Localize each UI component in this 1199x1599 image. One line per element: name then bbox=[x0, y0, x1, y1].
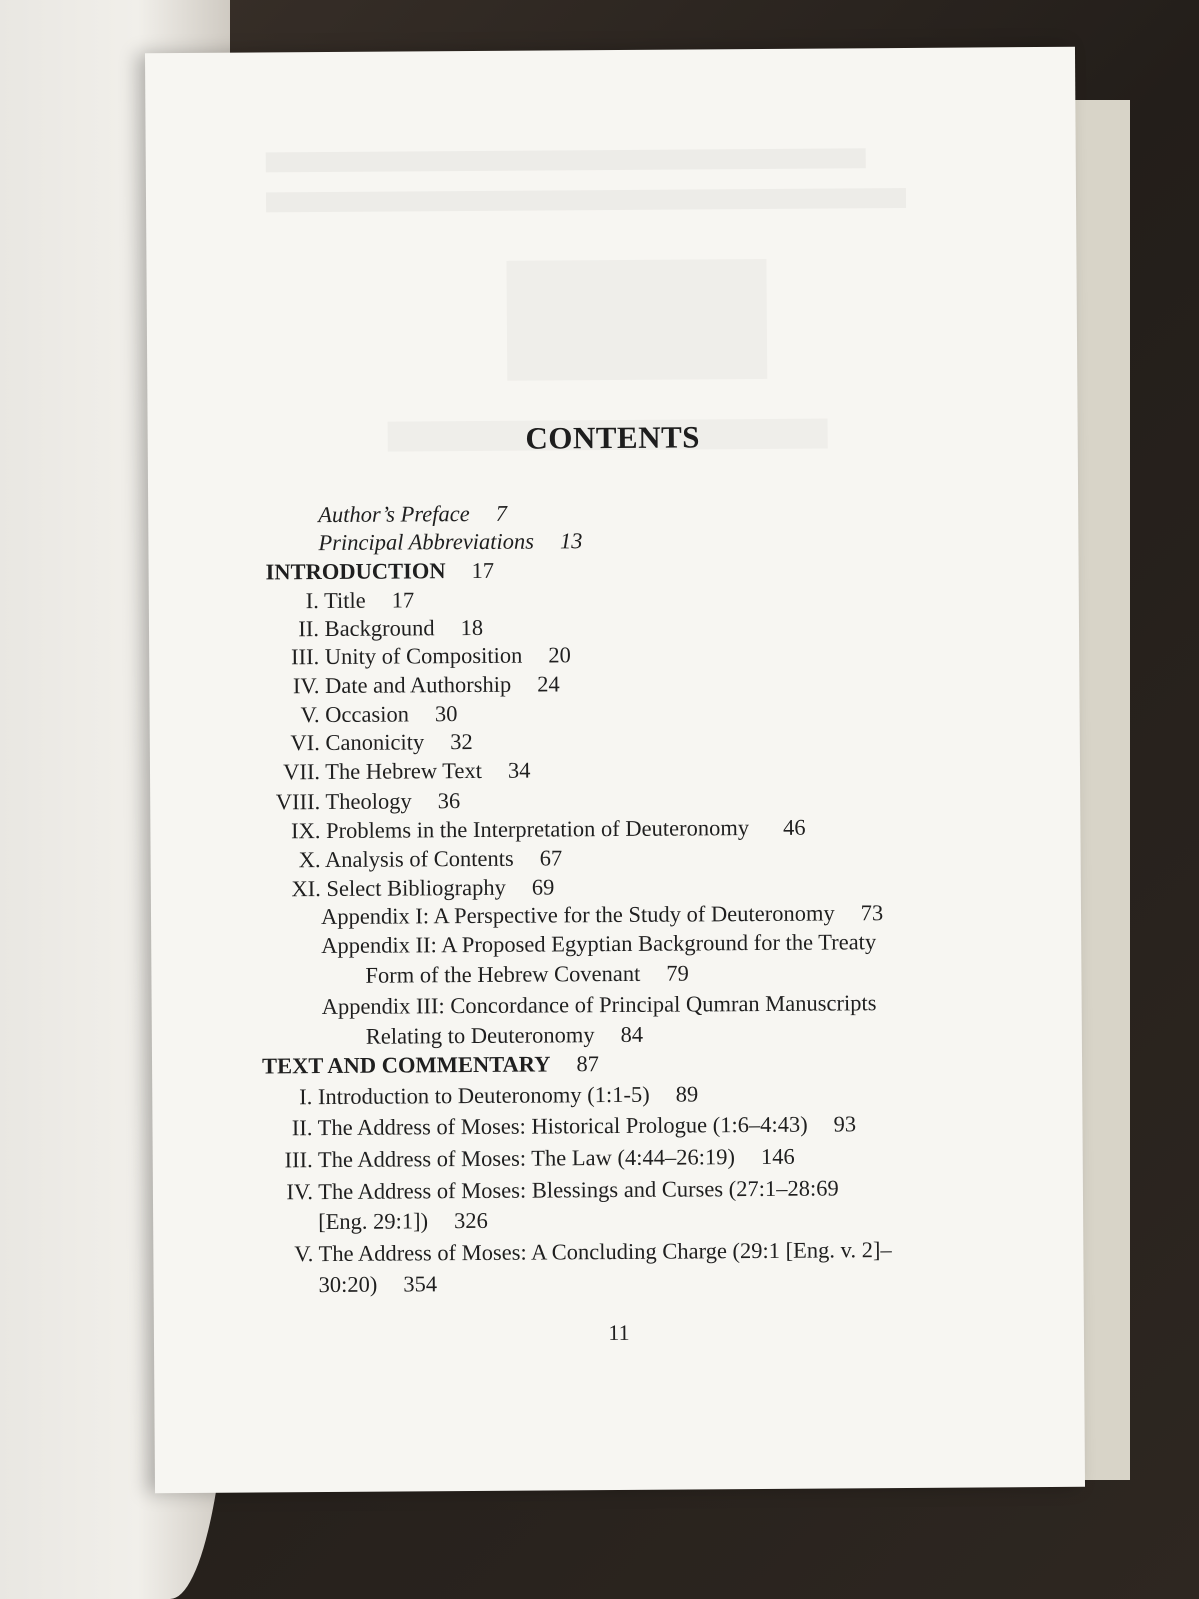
entry-label: The Address of Moses: Historical Prologue (1:6–4:43) bbox=[317, 1111, 808, 1141]
entry-label: The Address of Moses: Blessings and Curses (27:1–28:69 bbox=[318, 1175, 839, 1205]
entry-page: 36 bbox=[437, 788, 461, 814]
page-number: 11 bbox=[608, 1319, 630, 1346]
entry-page: 69 bbox=[531, 874, 555, 900]
toc-entry-appendix-continued bbox=[366, 1022, 643, 1050]
entry-number: V. bbox=[294, 1241, 314, 1267]
heading-label: TEXT AND COMMENTARY bbox=[261, 1051, 551, 1079]
entry-page: 326 bbox=[454, 1207, 488, 1234]
entry-label: Unity of Composition bbox=[324, 642, 523, 670]
entry-label: Problems in the Interpretation of Deuteronomy bbox=[325, 815, 750, 844]
entry-page: 84 bbox=[620, 1021, 644, 1047]
entry-page: 87 bbox=[576, 1051, 600, 1077]
entry-number: V. bbox=[300, 702, 320, 728]
entry-page: 93 bbox=[833, 1111, 857, 1137]
entry-label: Occasion bbox=[325, 701, 410, 728]
toc-entry bbox=[253, 1144, 795, 1174]
entry-number: I. bbox=[299, 1084, 313, 1110]
entry-label: Relating to Deuteronomy bbox=[365, 1022, 595, 1049]
entry-label: Appendix I: A Perspective for the Study of Deuteronomy bbox=[320, 900, 835, 930]
toc-entry-appendix bbox=[321, 929, 876, 959]
entry-number: VIII. bbox=[275, 789, 321, 815]
entry-number: VII. bbox=[283, 759, 321, 785]
entry-label: Form of the Hebrew Covenant bbox=[365, 960, 641, 988]
entry-page: 67 bbox=[539, 845, 563, 871]
entry-label: Appendix II: A Proposed Egyptian Background for the Treaty bbox=[321, 929, 877, 959]
entry-page: 34 bbox=[507, 757, 531, 783]
entry-label: Canonicity bbox=[325, 729, 425, 756]
entry-label: Background bbox=[324, 615, 435, 642]
entry-number: IV. bbox=[292, 673, 320, 699]
toc-entry-appendix bbox=[322, 990, 877, 1020]
toc-entry bbox=[260, 758, 531, 786]
entry-label: Select Bibliography bbox=[326, 874, 506, 902]
show-through bbox=[266, 148, 866, 172]
entry-number: III. bbox=[291, 644, 320, 670]
entry-number: IV. bbox=[286, 1179, 314, 1205]
toc-entry bbox=[260, 788, 460, 815]
entry-page: 89 bbox=[675, 1081, 699, 1107]
toc-entry bbox=[260, 701, 458, 728]
entry-label: Principal Abbreviations bbox=[318, 528, 535, 556]
entry-page: 13 bbox=[559, 528, 583, 554]
entry-page: 46 bbox=[782, 814, 806, 840]
toc-entry-continued bbox=[318, 1208, 488, 1235]
entry-page: 32 bbox=[450, 728, 473, 755]
toc-entry bbox=[318, 528, 582, 556]
entry-page: 18 bbox=[460, 614, 484, 641]
entry-page: 73 bbox=[860, 900, 884, 926]
toc-entry bbox=[259, 615, 483, 643]
entry-page: 354 bbox=[403, 1271, 438, 1297]
entry-page: 146 bbox=[760, 1143, 795, 1169]
entry-label: Analysis of Contents bbox=[324, 845, 514, 873]
entry-page: 30 bbox=[434, 701, 458, 727]
toc-entry bbox=[253, 1175, 839, 1205]
toc-entry bbox=[252, 1081, 698, 1110]
entry-label: The Hebrew Text bbox=[325, 757, 483, 785]
toc-entry bbox=[259, 642, 571, 670]
toc-entry bbox=[252, 1111, 856, 1141]
contents-page bbox=[145, 47, 1085, 1493]
entry-number: II. bbox=[298, 616, 320, 642]
toc-entry-appendix-continued bbox=[365, 960, 689, 988]
heading-label: INTRODUCTION bbox=[265, 558, 446, 585]
entry-number: II. bbox=[291, 1115, 313, 1141]
entry-number: XI. bbox=[291, 876, 321, 902]
section-heading-text-and-commentary bbox=[262, 1051, 599, 1079]
entry-page: 24 bbox=[537, 671, 560, 697]
toc-entry bbox=[318, 501, 507, 528]
entry-label: Date and Authorship bbox=[324, 671, 512, 699]
toc-entry-appendix bbox=[321, 900, 883, 930]
entry-page: 20 bbox=[548, 642, 571, 668]
toc-entry bbox=[259, 587, 415, 614]
toc-entry bbox=[253, 1237, 891, 1267]
toc-entry bbox=[259, 671, 560, 699]
toc-entry bbox=[261, 845, 563, 873]
toc-entry bbox=[260, 815, 805, 845]
entry-page: 79 bbox=[666, 960, 689, 986]
entry-label: The Address of Moses: The Law (4:44–26:19) bbox=[317, 1144, 736, 1173]
entry-label: Theology bbox=[325, 788, 412, 815]
page-title: CONTENTS bbox=[525, 419, 701, 456]
entry-number: X. bbox=[298, 847, 321, 873]
entry-label: Title bbox=[323, 587, 366, 614]
entry-number: VI. bbox=[290, 730, 320, 756]
entry-number: IX. bbox=[290, 818, 321, 844]
entry-label: Introduction to Deuteronomy (1:1-5) bbox=[317, 1081, 650, 1110]
toc-entry bbox=[261, 874, 555, 902]
entry-page: 7 bbox=[495, 500, 507, 526]
entry-label: Appendix III: Concordance of Principal Qumran Manuscripts bbox=[321, 990, 877, 1020]
toc-entry bbox=[260, 729, 473, 756]
entry-label: 30:20) bbox=[318, 1271, 378, 1298]
entry-page: 17 bbox=[471, 557, 495, 583]
toc-entry-continued bbox=[318, 1271, 437, 1298]
show-through bbox=[506, 259, 767, 381]
show-through bbox=[266, 188, 906, 212]
entry-label: The Address of Moses: A Concluding Charge (29:1 [Eng. v. 2]– bbox=[318, 1237, 892, 1267]
entry-label: [Eng. 29:1]) bbox=[318, 1208, 429, 1235]
entry-number: III. bbox=[284, 1147, 313, 1173]
section-heading-introduction bbox=[266, 558, 495, 586]
entry-label: Author’s Preface bbox=[318, 501, 470, 528]
entry-number: I. bbox=[305, 588, 319, 614]
entry-page: 17 bbox=[391, 587, 415, 613]
